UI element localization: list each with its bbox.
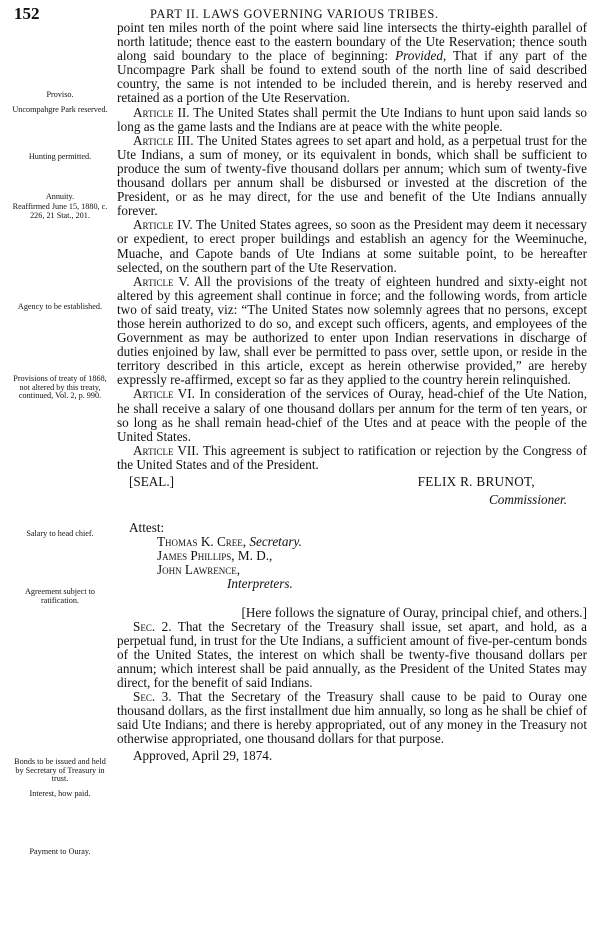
article-6-heading: Article VI. [133, 386, 195, 402]
section-3-text: That the Secretary of the Treasury shall cause to be paid to Ouray one thousand dollars, as the first installment due him annually, so long as he shall be chief of said Ute Indians; and there is hereby appropriated, out of any money in the Treasury not otherwise appropriated, one thousand dollars for that purpose. [117, 689, 587, 747]
section-3 [117, 690, 587, 746]
seal-mark: [SEAL.] [129, 474, 175, 489]
main-text [117, 21, 587, 763]
margin-note-reaffirmed: Reaffirmed June 15, 1880, c. 226, 21 Stat., 201. [12, 202, 108, 220]
article-6 [117, 387, 587, 443]
margin-note-agency: Agency to be established. [17, 302, 103, 311]
witness-1 [117, 535, 587, 549]
signer-name: FELIX R. BRUNOT, [417, 474, 535, 489]
section-2-heading: Sec. 2. [133, 618, 172, 634]
margin-note-treaty-provisions: Provisions of treaty of 1868, not altered by this treaty, continued, Vol. 2, p. 990. [13, 374, 107, 401]
margin-note-hunting: Hunting permitted. [28, 152, 92, 161]
text-provided: Provided [395, 48, 443, 64]
margin-note-ratification: Agreement subject to ratification. [24, 587, 96, 605]
attest-label: Attest: [129, 520, 165, 536]
article-2-text: The United States shall permit the Ute Indians to hunt upon said lands so long as the game lasts and the Indians are at peace with the white people. [117, 104, 587, 134]
margin-note-proviso: Proviso. [46, 90, 74, 99]
witness-1-title: Secretary. [246, 534, 302, 550]
margin-note-bonds: Bonds to be issued and held by Secretary of Treasury in trust. [14, 757, 106, 784]
signature-row [117, 475, 587, 492]
approved-date: Approved, April 29, 1874. [133, 747, 273, 763]
article-3 [117, 134, 587, 219]
witness-2-name: James Phillips, [157, 548, 235, 564]
article-2 [117, 106, 587, 134]
article-7-text: This agreement is subject to ratification or rejection by the Congress of the United States and of the President. [117, 442, 587, 472]
article-4-heading: Article IV. [133, 217, 193, 233]
article-3-text: The United States agrees to set apart and hold, as a perpetual trust for the Ute Indians, a sum of money, or its equivalent in bonds, which shall be sufficient to produce the sum of twenty-five thousand dollars per annum; which sum of twenty-five thousand dollars per annum shall be disbursed or invested at the discretion of the President, or as he may direct, for the use and benefit of the Ute Indians annually forever. [117, 132, 588, 219]
article-5-heading: Article V. [133, 273, 190, 289]
witness-2 [117, 549, 587, 563]
witness-1-name: Thomas K. Cree, [157, 534, 247, 550]
article-4 [117, 218, 587, 274]
witness-3-name: John Lawrence, [157, 562, 241, 578]
bracket-note: [Here follows the signature of Ouray, principal chief, and others.] [241, 604, 587, 620]
running-head: PART II. LAWS GOVERNING VARIOUS TRIBES. [150, 7, 439, 21]
page-number: 152 [14, 4, 40, 23]
section-2 [117, 620, 587, 690]
text-p1: point ten miles north of the point where said line intersects the thirty-eighth parallel of north latitude; thence east to the eastern boundary of the Ute Reservation; thence south along said boundary to the place of beginning: [117, 20, 587, 64]
margin-note-uncompahgre: Uncompahgre Park reserved. [12, 105, 108, 114]
margin-note-payment: Payment to Ouray. [29, 847, 91, 856]
witness-2-title: M. D., [234, 548, 273, 564]
margin-note-salary: Salary to head chief. [26, 529, 94, 538]
text-p1-rest: , That if any part of the Uncompagre Park shall be found to extend south of the north line of said described country, the same is not intended to be included therein, and is hereby reserved and retained as a portion of the Ute Reservation. [117, 48, 587, 106]
article-7 [117, 444, 587, 472]
article-3-heading: Article III. [133, 132, 194, 148]
article-6-text: In consideration of the services of Ouray, head-chief of the Ute Nation, he shall receive a salary of one thousand dollars per annum for the term of ten years, or so long as he shall remain head-chief of the Utes and at peace with the people of the United States. [117, 386, 588, 444]
article-2-heading: Article II. [133, 104, 190, 120]
margin-note-interest: Interest, how paid. [29, 789, 91, 798]
article-4-text: The United States agrees, so soon as the President may deem it necessary or expedient, to erect proper buildings and establish an agency for the Weeminuche, Muache, and Capote bands of Ute Indians at some suitable point, to be hereafter selected, on the southern part of the Ute Reservation. [117, 217, 587, 275]
article-7-heading: Article VII. [133, 442, 199, 458]
interpreters-label: Interpreters. [227, 576, 293, 592]
section-3-heading: Sec. 3. [133, 689, 172, 705]
article-5 [117, 275, 587, 388]
paragraph-boundary [117, 21, 587, 106]
article-5-text: All the provisions of the treaty of eighteen hundred and sixty-eight not altered by this agreement shall continue in force; and the following words, from article two of said treaty, viz: “The United States now solemnly agrees that no persons, except those herein authorized to do so, and except such officers, agents, and employees of the Government as may be authorized to enter upon Indian reservations in discharge of duties enjoined by law, shall ever be permitted to pass over, settle upon, or reside in the territory described in this article, except as herein otherwise provided,” are hereby expressly re-affirmed, except so far as they applied to the country herein relinquished. [117, 273, 587, 388]
signer-title: Commissioner. [488, 492, 567, 507]
section-2-text: That the Secretary of the Treasury shall issue, set apart, and hold, as a perpetual fund, in trust for the Ute Indians, a sufficient amount of five-per-centum bonds of the United States, the interest on which shall be twenty-five thousand dollars per annum; which interest shall be paid annually, as the President of the United States may direct, for the benefit of said Indians. [117, 618, 587, 691]
witness-3 [117, 563, 587, 577]
margin-note-annuity: Annuity. [45, 192, 75, 201]
